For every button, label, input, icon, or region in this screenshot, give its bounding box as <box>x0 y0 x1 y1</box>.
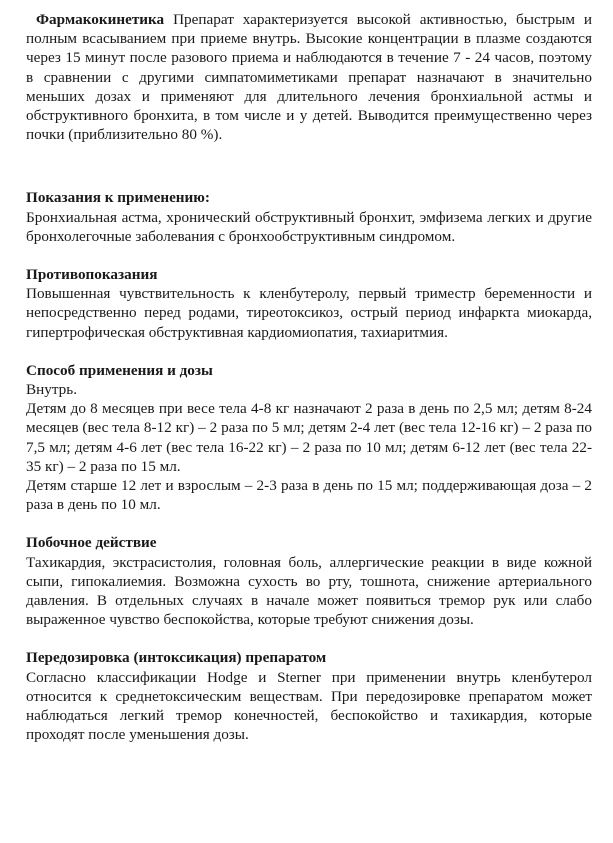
dosage-heading: Способ применения и дозы <box>26 361 213 379</box>
pharmacokinetics-title: Фармакокинетика <box>36 11 165 28</box>
pharmacokinetics-paragraph <box>26 10 592 144</box>
indications-heading: Показания к применению: <box>26 189 210 207</box>
indications-text: Бронхиальная астма, хронический обструктивный бронхит, эмфизема легких и другие бронхолегочные заболевания с бронхообструктивным синдромом. <box>26 208 592 245</box>
pharmacokinetics-text: Препарат характеризуется высокой активностью, быстрым и полным всасыванием при приеме внутрь. Высокие концентрации в плазме создаются через 15 минут после разового приема и наблюдаются в течение 7 - 24 часов, поэтому в сравнении с другими симпатомиметиками препарат назначают в значительно меньших дозах и применяют для длительного лечения бронхиальной астмы и обструктивного бронхита, в том числе и у детей. Выводится преимущественно через почки (приблизительно 80 %). <box>26 11 592 144</box>
contraindications-section <box>26 265 592 342</box>
dosage-section <box>26 361 592 515</box>
dosage-children-text: Детям до 8 месяцев при весе тела 4-8 кг назначают 2 раза в день по 2,5 мл; детям 8-24 месяцев (вес тела 8-12 кг) – 2 раза по 5 мл; детям 2-4 лет (вес тела 12-16 кг) – 2 раза по 7,5 мл; детям 4-6 лет (вес тела 16-22 кг) – 2 раза по 10 мл; детям 6-12 лет (вес тела 22-35 кг) – 2 раза по 15 мл. <box>26 400 592 475</box>
side-effects-heading: Побочное действие <box>26 534 157 552</box>
overdose-heading: Передозировка (интоксикация) препаратом <box>26 649 327 667</box>
overdose-section <box>26 648 592 744</box>
indications-section <box>26 188 592 246</box>
overdose-text: Согласно классификации Hodge и Sterner при применении внутрь кленбутерол относится к среднетоксическим веществам. При передозировке препаратом может наблюдаться легкий тремор конечностей, беспокойство и тахикардия, которые проходят после уменьшения дозы. <box>26 668 592 744</box>
contraindications-heading: Противопоказания <box>26 266 158 284</box>
contraindications-text: Повышенная чувствительность к кленбутеролу, первый триместр беременности и непосредственно перед родами, тиреотоксикоз, острый период инфаркта миокарда, гипертрофическая обструктивная кардиомиопатия, тахиаритмия. <box>26 285 592 341</box>
dosage-route: Внутрь. <box>26 381 77 399</box>
side-effects-text: Тахикардия, экстрасистолия, головная боль, аллергические реакции в виде кожной сыпи, гипокалиемия. Возможна сухость во рту, тошнота, снижение артериального давления. В отдельных случаях в начале может появиться тремор рук или слабо выраженное чувство беспокойства, которые требуют снижения дозы. <box>26 553 592 629</box>
document-page <box>26 10 592 764</box>
side-effects-section <box>26 533 592 629</box>
dosage-adults-text: Детям старше 12 лет и взрослым – 2-3 раза в день по 15 мл; поддерживающая доза – 2 раза в день по 10 мл. <box>26 477 592 514</box>
